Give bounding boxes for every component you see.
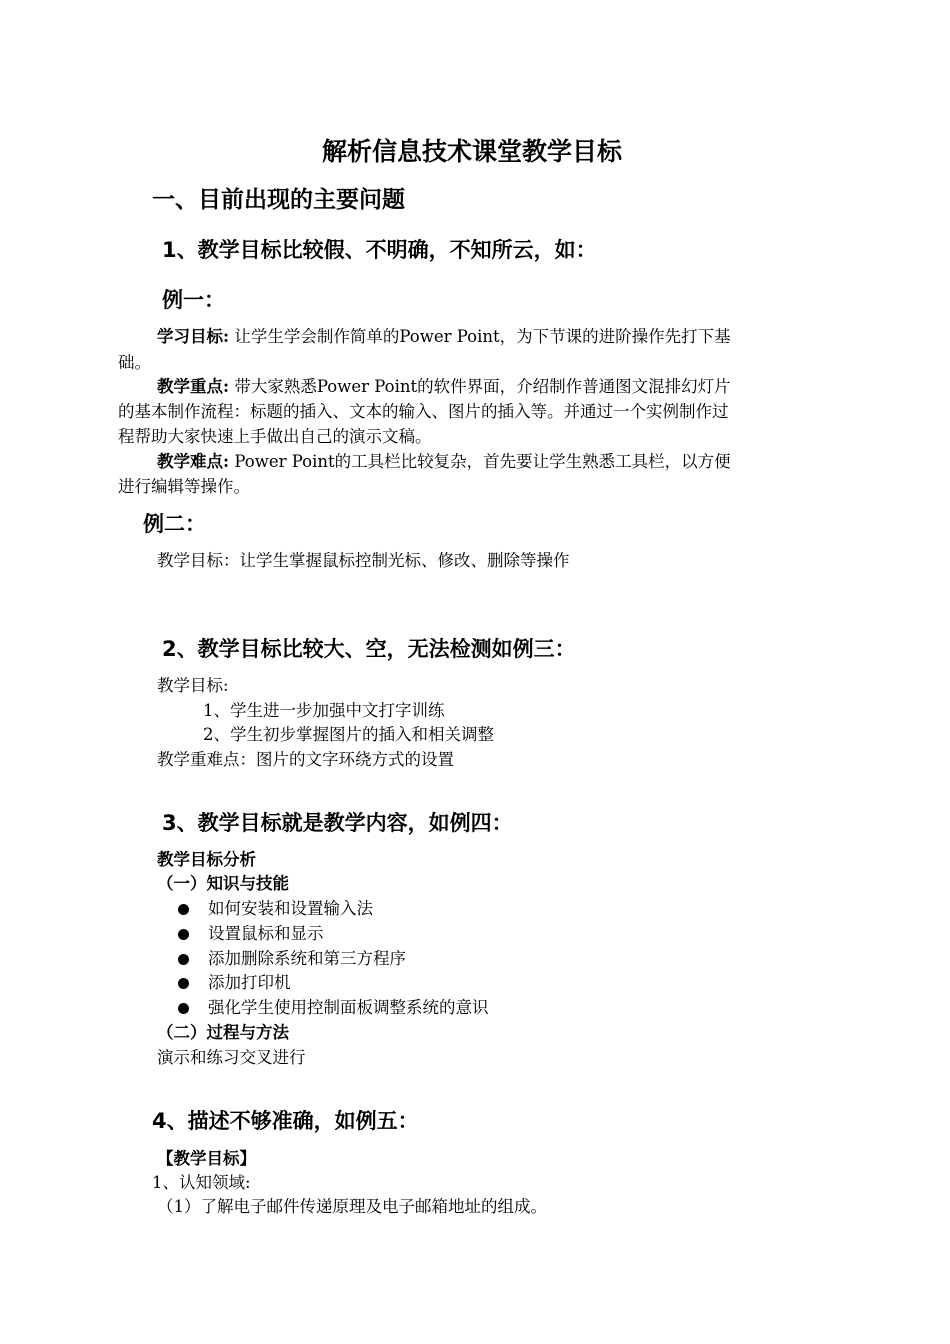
paragraph-line: 1、认知领域: <box>152 1173 251 1192</box>
paragraph-line: 的基本制作流程：标题的插入、文本的输入、图片的插入等。并通过一个实例制作过 <box>118 402 729 421</box>
bullet-icon <box>178 978 189 989</box>
section-heading: 一、目前出现的主要问题 <box>152 187 405 213</box>
subheading: 【教学目标】 <box>157 1149 256 1168</box>
issue-heading-1: 1、教学目标比较假、不明确，不知所云，如： <box>162 238 597 262</box>
paragraph-line: 教学目标：让学生掌握鼠标控制光标、修改、删除等操作 <box>157 551 570 570</box>
list-item: 2、学生初步掌握图片的插入和相关调整 <box>203 725 494 744</box>
difficulty-label: 教学难点: <box>157 452 230 471</box>
paragraph-line: 程帮助大家快速上手做出自己的演示文稿。 <box>118 427 432 446</box>
example-label: 例二： <box>143 512 206 536</box>
goal-text: 让学生学会制作简单的Power Point，为下节课的进阶操作先打下基 <box>229 327 731 346</box>
subheading: （二）过程与方法 <box>157 1023 289 1042</box>
subheading: （一）知识与技能 <box>157 874 289 893</box>
issue-heading-3: 3、教学目标就是教学内容，如例四： <box>162 811 513 835</box>
subheading: 教学目标分析 <box>157 850 256 869</box>
paragraph-line: （1）了解电子邮件传递原理及电子邮箱地址的组成。 <box>157 1197 547 1216</box>
list-item: 添加删除系统和第三方程序 <box>208 949 406 968</box>
list-item: 添加打印机 <box>208 973 291 992</box>
bullet-icon <box>178 954 189 965</box>
list-item: 如何安装和设置输入法 <box>208 899 373 918</box>
paragraph-line: 进行编辑等操作。 <box>118 477 250 496</box>
bullet-icon <box>178 904 189 915</box>
paragraph-line: 教学目标: <box>157 676 229 695</box>
paragraph-line: 教学重难点：图片的文字环绕方式的设置 <box>157 750 454 769</box>
paragraph-line <box>157 329 731 346</box>
paragraph-line: 础。 <box>118 353 151 372</box>
paragraph-line <box>157 454 731 471</box>
bullet-icon <box>178 929 189 940</box>
page-title: 解析信息技术课堂教学目标 <box>322 137 623 166</box>
key-text: 带大家熟悉Power Point的软件界面，介绍制作普通图文混排幻灯片 <box>229 377 731 396</box>
paragraph-line: 演示和练习交叉进行 <box>157 1048 306 1067</box>
goal-label: 学习目标: <box>157 327 230 346</box>
list-item: 1、学生进一步加强中文打字训练 <box>203 701 445 720</box>
list-item: 设置鼠标和显示 <box>208 924 324 943</box>
list-item: 强化学生使用控制面板调整系统的意识 <box>208 998 489 1017</box>
example-label: 例一： <box>162 288 225 312</box>
issue-heading-4: 4、描述不够准确，如例五： <box>152 1109 419 1133</box>
key-label: 教学重点: <box>157 377 230 396</box>
bullet-icon <box>178 1003 189 1014</box>
paragraph-line <box>157 379 731 396</box>
difficulty-text: Power Point的工具栏比较复杂，首先要让学生熟悉工具栏，以方便 <box>229 452 731 471</box>
issue-heading-2: 2、教学目标比较大、空，无法检测如例三： <box>162 637 576 661</box>
